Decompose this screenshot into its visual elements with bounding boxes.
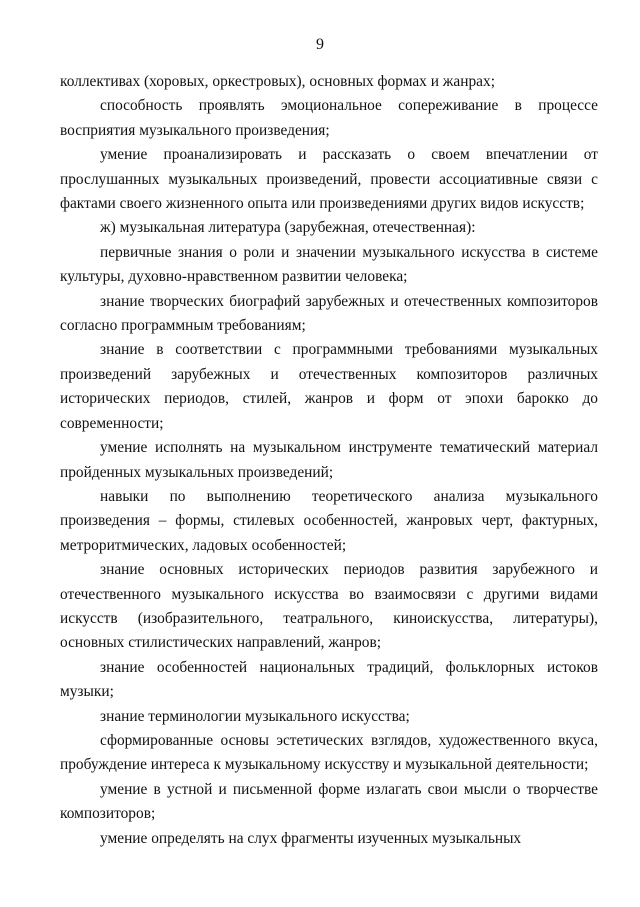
paragraph: знание основных исторических периодов развития зарубежного и отечественного музыкального искусства во взаимосвязи с другими видами искусств (изобразительного, театрального, киноискусства, литературы), основных стилистических направлений, жанров;	[60, 561, 598, 652]
paragraph: знание творческих биографий зарубежных и отечественных композиторов согласно программным требованиям;	[60, 292, 598, 335]
paragraph: знание особенностей национальных традиций, фольклорных истоков музыки;	[60, 658, 598, 701]
body-text	[60, 70, 598, 851]
paragraph: знание в соответствии с программными требованиями музыкальных произведений зарубежных и отечественных композиторов различных исторических периодов, стилей, жанров и форм от эпохи барокко до современности;	[60, 341, 598, 432]
paragraph: умение в устной и письменной форме излагать свои мысли о творчестве композиторов;	[60, 780, 598, 823]
paragraph: навыки по выполнению теоретического анализа музыкального произведения – формы, стилевых особенностей, жанровых черт, фактурных, метроритмических, ладовых особенностей;	[60, 487, 598, 554]
paragraph: сформированные основы эстетических взглядов, художественного вкуса, пробуждение интереса к музыкальному искусству и музыкальной деятельности;	[60, 731, 598, 774]
paragraph: умение проанализировать и рассказать о своем впечатлении от прослушанных музыкальных произведений, провести ассоциативные связи с фактами своего жизненного опыта или произведениями других видов искусств;	[60, 146, 598, 213]
page-number: 9	[316, 36, 324, 53]
paragraph: знание терминологии музыкального искусства;	[100, 707, 410, 725]
paragraph: коллективах (хоровых, оркестровых), основных формах и жанрах;	[60, 73, 495, 90]
paragraph: способность проявлять эмоциональное сопереживание в процессе восприятия музыкального произведения;	[60, 97, 598, 139]
paragraph: ж) музыкальная литература (зарубежная, отечественная):	[100, 219, 476, 237]
paragraph: умение исполнять на музыкальном инструменте тематический материал пройденных музыкальных произведений;	[60, 439, 598, 481]
paragraph: умение определять на слух фрагменты изученных музыкальных	[100, 829, 522, 847]
paragraph: первичные знания о роли и значении музыкального искусства в системе культуры, духовно-нравственном развитии человека;	[60, 243, 598, 286]
